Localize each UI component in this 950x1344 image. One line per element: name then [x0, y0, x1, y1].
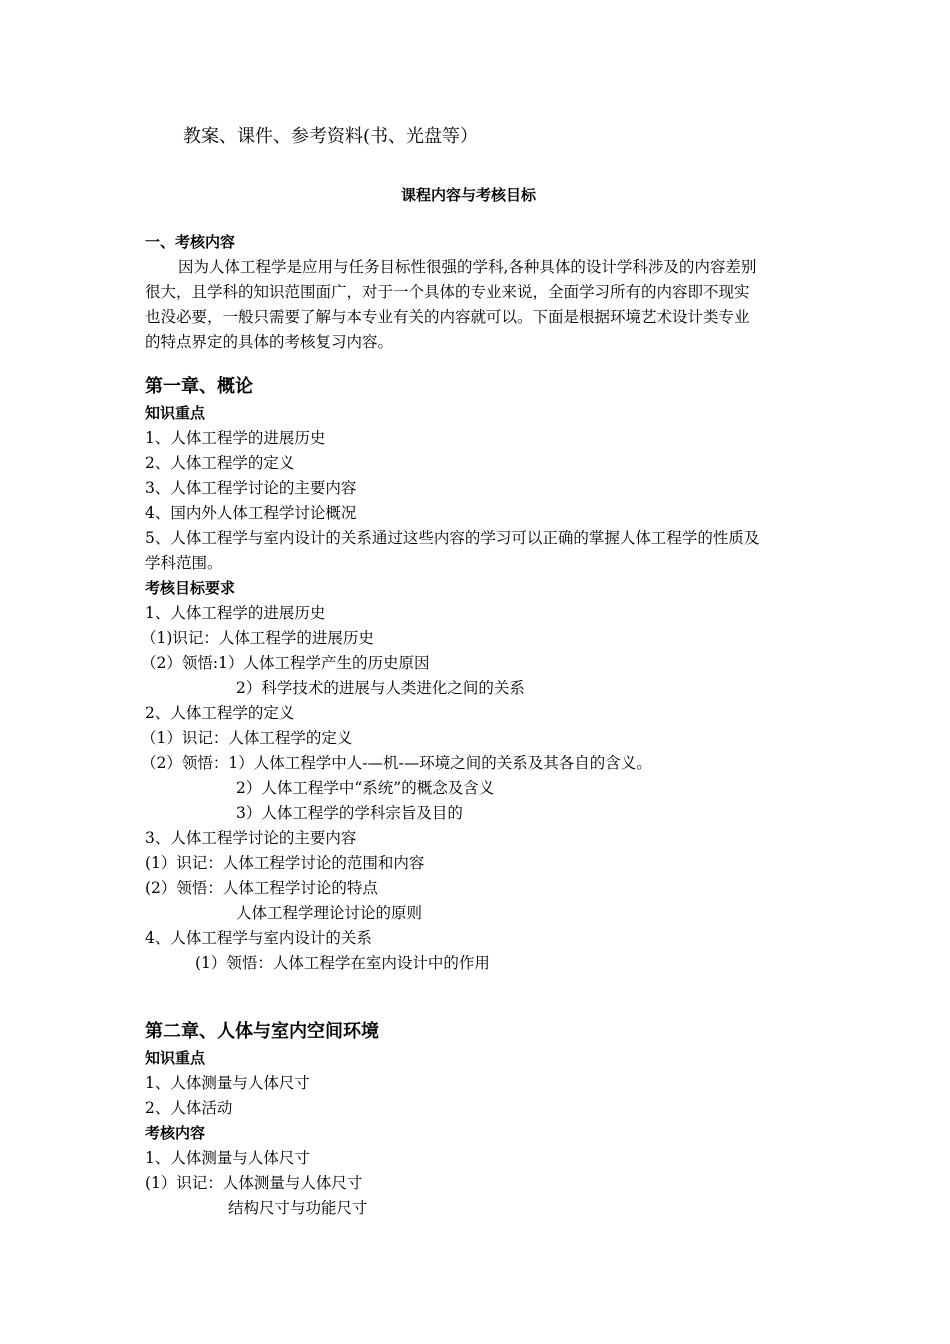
list-item: 2、人体工程学的定义 [145, 454, 295, 472]
list-item: （1）识记：人体工程学的定义 [141, 729, 353, 747]
list-item: 3、人体工程学讨论的主要内容 [145, 829, 357, 847]
list-item: 4、人体工程学与室内设计的关系 [145, 929, 372, 947]
list-item: 1、人体测量与人体尺寸 [145, 1149, 310, 1167]
chapter2-content-heading: 考核内容 [145, 1124, 206, 1142]
paragraph-line: 也没必要，一般只需要了解与本专业有关的内容就可以。下面是根据环境艺术设计类专业 [145, 308, 750, 326]
list-item: (1）识记：人体工程学讨论的范围和内容 [145, 854, 425, 872]
chapter2-title: 第二章、人体与室内空间环境 [145, 1021, 379, 1042]
header-line: 教案、课件、参考资料(书、光盘等） [183, 126, 479, 147]
paragraph-line: 因为人体工程学是应用与任务目标性很强的学科,各种具体的设计学科涉及的内容差别 [178, 258, 757, 276]
list-item: 5、人体工程学与室内设计的关系通过这些内容的学习可以正确的掌握人体工程学的性质及 [145, 529, 760, 547]
chapter1-title: 第一章、概论 [145, 376, 253, 397]
list-item: 1、人体工程学的进展历史 [145, 604, 326, 622]
list-item: （1)识记：人体工程学的进展历史 [141, 629, 374, 647]
chapter2-knowledge-heading: 知识重点 [145, 1049, 206, 1067]
list-item: 结构尺寸与功能尺寸 [228, 1199, 368, 1217]
list-item: 2、人体工程学的定义 [145, 704, 295, 722]
list-item: 4、国内外人体工程学讨论概况 [145, 504, 357, 522]
list-item: (1）识记：人体测量与人体尺寸 [145, 1174, 363, 1192]
list-item: 1、人体测量与人体尺寸 [145, 1074, 310, 1092]
list-item: （2）领悟：1）人体工程学中人-—机-—环境之间的关系及其各自的含义。 [141, 754, 652, 772]
list-item: 3）人体工程学的学科宗旨及目的 [236, 804, 463, 822]
paragraph-line: 很大，且学科的知识范围面广，对于一个具体的专业来说，全面学习所有的内容即不现实 [145, 283, 750, 301]
list-item: 人体工程学理论讨论的原则 [236, 904, 423, 922]
list-item: 3、人体工程学讨论的主要内容 [145, 479, 357, 497]
list-item: （2）领悟:1）人体工程学产生的历史原因 [141, 654, 430, 672]
chapter1-goals-heading: 考核目标要求 [145, 579, 236, 597]
part1-heading: 一、考核内容 [145, 233, 236, 251]
chapter1-knowledge-heading: 知识重点 [145, 404, 206, 422]
list-item: (1）领悟：人体工程学在室内设计中的作用 [195, 954, 490, 972]
list-item: 2、人体活动 [145, 1099, 233, 1117]
list-item: 1、人体工程学的进展历史 [145, 429, 326, 447]
list-item: 学科范围。 [145, 554, 223, 572]
paragraph-line: 的特点界定的具体的考核复习内容。 [145, 333, 394, 351]
list-item: 2）科学技术的进展与人类进化之间的关系 [236, 679, 525, 697]
list-item: 2）人体工程学中“系统”的概念及含义 [236, 779, 495, 797]
list-item: (2）领悟：人体工程学讨论的特点 [145, 879, 378, 897]
section-title: 课程内容与考核目标 [401, 186, 537, 204]
